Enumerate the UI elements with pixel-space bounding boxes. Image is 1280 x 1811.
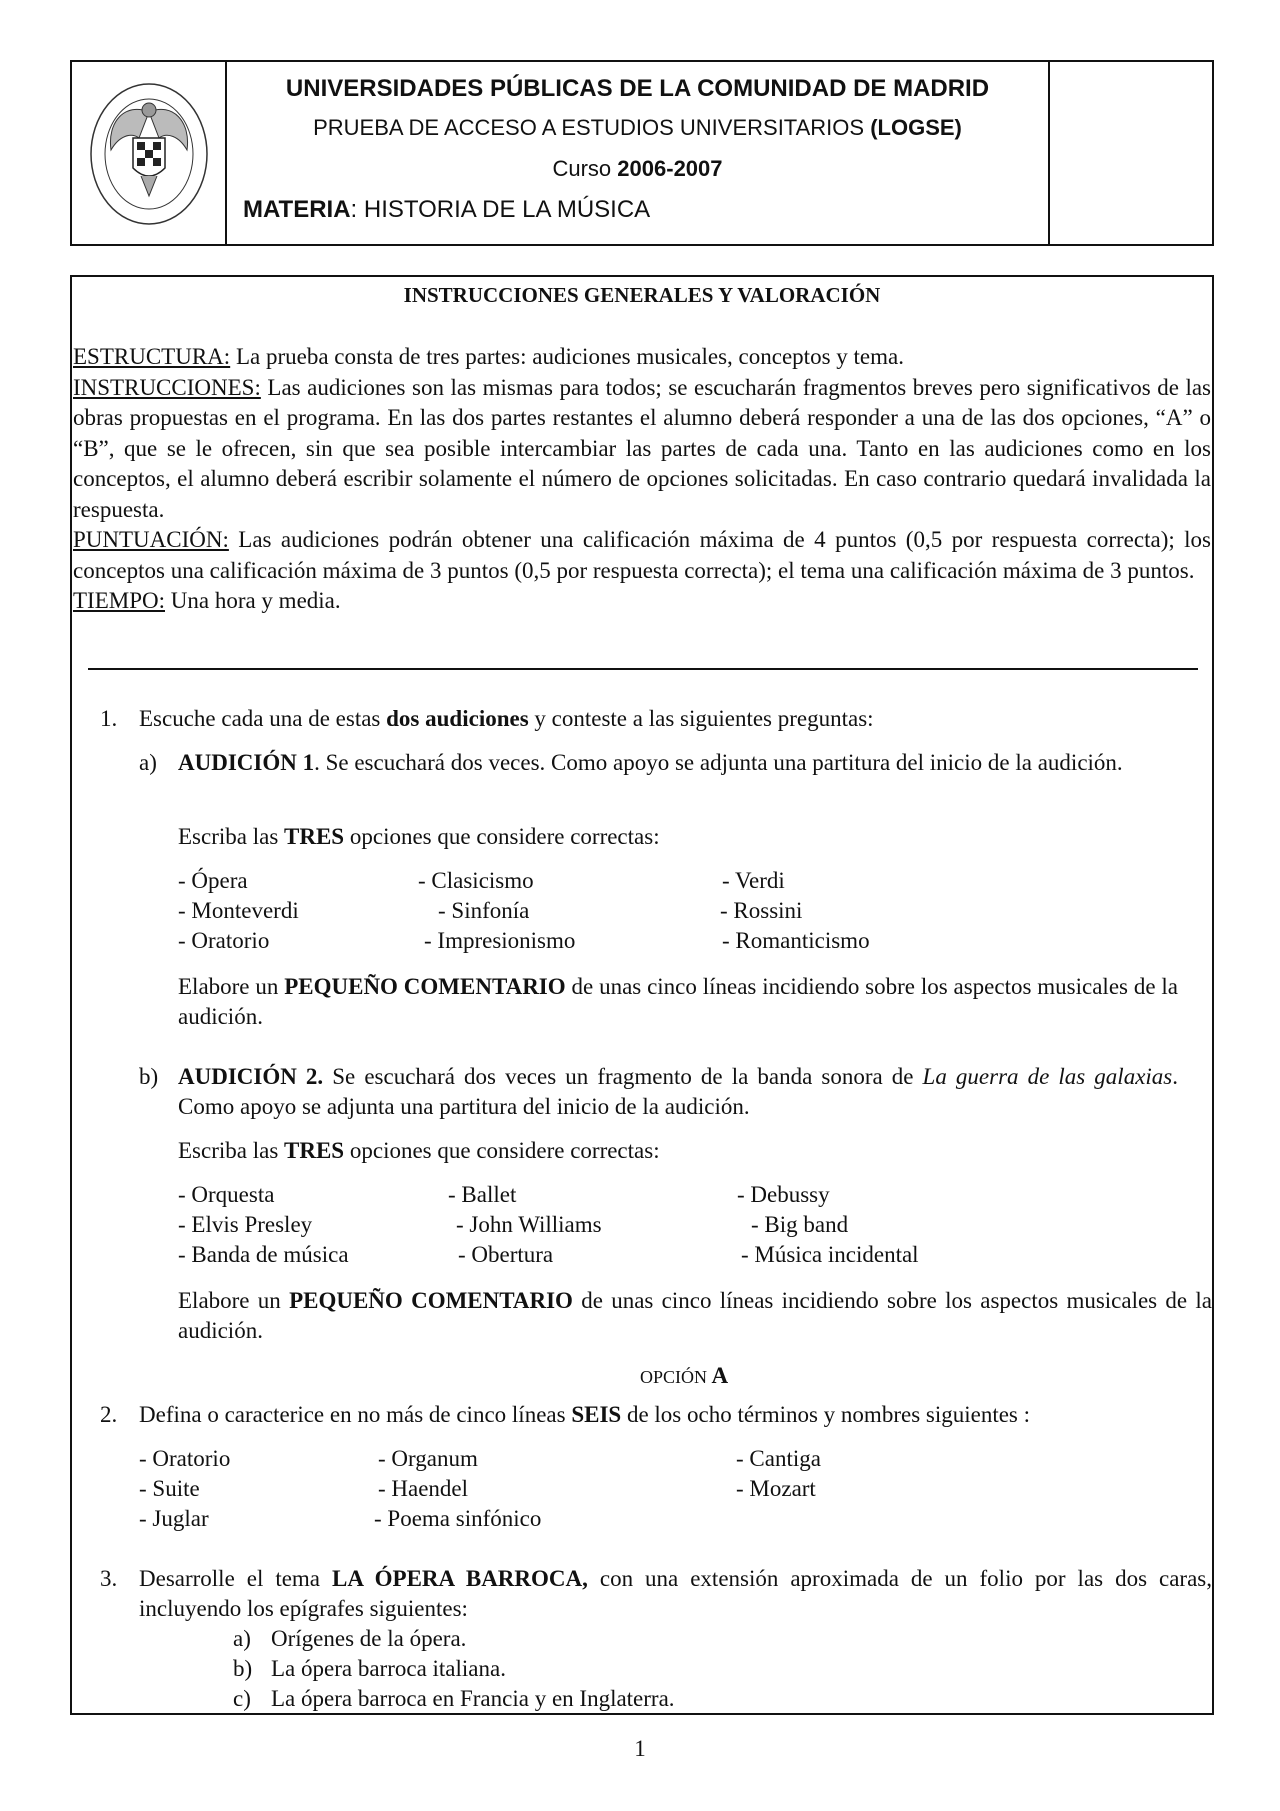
q3-item-text: La ópera barroca en Francia y en Inglaterra.: [271, 1686, 675, 1711]
q1b-comment: [178, 1286, 1212, 1346]
q1b-option: - Obertura: [458, 1242, 554, 1267]
q1b-desc2: . Como apoyo se adjunta una partitura del inicio de la audición.: [178, 1064, 1178, 1119]
q1b-comment-post: de unas cinco líneas incidiendo sobre los aspectos musicales de la audición.: [178, 1288, 1213, 1343]
course: [227, 156, 1048, 182]
exam-subtitle-text: PRUEBA DE ACCESO A ESTUDIOS UNIVERSITARIOS: [313, 115, 865, 140]
q1a-title: AUDICIÓN 1: [178, 750, 315, 775]
tiempo-text: Una hora y media.: [165, 588, 341, 613]
q2-term: - Juglar: [139, 1506, 209, 1531]
q2-prompt-pre: Defina o caracterice en no más de cinco líneas: [139, 1402, 572, 1427]
instrucciones-text: Las audiciones son las mismas para todos; se escucharán fragmentos breves pero significativos de las obras propuestas en el programa. En las dos partes restantes el alumno deberá responder a una de las dos opciones, “A” o “B”, que se le ofrecen, sin que sea posible intercambiar las partes de cada una. Tanto en las audiciones como en los conceptos, el alumno deberá escribir solamente el número de opciones solicitadas. En caso contrario quedará invalidada la respuesta.: [73, 374, 1211, 522]
q1b-text: [178, 1062, 1178, 1122]
q1a-choose-pre: Escriba las: [178, 824, 285, 849]
puntuacion-label: PUNTUACIÓN:: [73, 527, 229, 552]
q1b-letter: b): [139, 1064, 159, 1089]
q1a-text: [178, 748, 1178, 778]
q1a-option: - Verdi: [722, 868, 785, 893]
q1b-choose-post: opciones que considere correctas:: [344, 1138, 660, 1163]
q1a-choose-post: opciones que considere correctas:: [344, 824, 660, 849]
instructions-body: [73, 342, 1211, 617]
q1b-option: - Orquesta: [178, 1182, 275, 1207]
q2-number: 2.: [100, 1402, 118, 1427]
q1b-option: - John Williams: [456, 1212, 602, 1237]
q1a-option: - Impresionismo: [424, 928, 576, 953]
exam-subtitle: [227, 115, 1048, 141]
q1a-comment: [178, 972, 1178, 1032]
q1b-col1: [178, 1180, 349, 1270]
course-label: Curso: [552, 156, 612, 181]
q1b-comment-pre: Elabore un: [178, 1288, 290, 1313]
q2-prompt-bold: SEIS: [571, 1402, 622, 1427]
university-seal: [85, 72, 213, 232]
instrucciones-paragraph: [73, 373, 1211, 526]
tiempo-paragraph: [73, 586, 1211, 617]
puntuacion-paragraph: [73, 525, 1211, 586]
q1a-option: - Sinfonía: [438, 898, 530, 923]
q1a-choose-bold: TRES: [284, 824, 345, 849]
q1b-choose: [178, 1136, 660, 1166]
option-label: OPCIÓN: [640, 1367, 708, 1387]
puntuacion-text: Las audiciones podrán obtener una calificación máxima de 4 puntos (0,5 por respuesta correcta); los conceptos una calificación máxima de 3 puntos (0,5 por respuesta correcta); el tema una calificación máxima de 3 puntos.: [73, 527, 1211, 583]
q1b-desc: Se escuchará dos veces un fragmento de la banda sonora de: [323, 1064, 923, 1089]
q3-prompt-post: con una extensión aproximada de un folio por las dos caras, incluyendo los epígrafes siguientes:: [139, 1566, 1212, 1621]
subject-label: MATERIA: [243, 196, 351, 223]
q1a-col1: [178, 866, 299, 956]
q1a-comment-bold: PEQUEÑO COMENTARIO: [284, 974, 566, 999]
page-number: 1: [634, 1736, 646, 1761]
q2-prompt: [139, 1400, 1030, 1430]
course-year: 2006-2007: [617, 156, 723, 181]
q2-term: - Cantiga: [736, 1446, 821, 1471]
q3-item-text: Orígenes de la ópera.: [271, 1626, 467, 1651]
subject-value: : HISTORIA DE LA MÚSICA: [350, 196, 651, 223]
q1b-option: - Música incidental: [741, 1242, 919, 1267]
option-letter: A: [711, 1363, 729, 1388]
q3-item: [233, 1684, 675, 1714]
q1a-comment-post: de unas cinco líneas incidiendo sobre los aspectos musicales de la audición.: [178, 974, 1178, 1029]
instructions-title: INSTRUCCIONES GENERALES Y VALORACIÓN: [403, 283, 881, 307]
option-a-heading: [640, 1363, 728, 1389]
q1b-film-title: La guerra de las galaxias: [922, 1064, 1173, 1089]
q1a-letter: a): [139, 750, 157, 775]
q2-term: - Oratorio: [139, 1446, 231, 1471]
q1b-title: AUDICIÓN 2.: [178, 1064, 324, 1089]
tiempo-label: TIEMPO:: [73, 588, 165, 613]
q1b-option: - Big band: [751, 1212, 849, 1237]
q3-prompt: [139, 1564, 1212, 1624]
q1a-col3: [722, 866, 870, 956]
q1a-option: - Monteverdi: [178, 898, 299, 923]
q1a-option: - Clasicismo: [418, 868, 534, 893]
q2-col3: [736, 1444, 821, 1504]
q1-prompt-pre: Escuche cada una de estas: [139, 706, 387, 731]
q2-term: - Mozart: [736, 1476, 816, 1501]
q3-item: [233, 1654, 675, 1684]
q3-item-text: La ópera barroca italiana.: [271, 1656, 506, 1681]
q1a-comment-pre: Elabore un: [178, 974, 285, 999]
header-divider-right: [1048, 60, 1050, 246]
q1b-option: - Ballet: [448, 1182, 517, 1207]
q3-item: [233, 1624, 675, 1654]
q1-prompt-bold: dos audiciones: [386, 706, 529, 731]
q1-prompt: [139, 704, 874, 734]
q1a-col2: [418, 866, 575, 956]
q1b-option: - Elvis Presley: [178, 1212, 313, 1237]
q3-item-letter: a): [233, 1626, 251, 1651]
estructura-paragraph: [73, 342, 1211, 373]
q1a-desc: . Se escuchará dos veces. Como apoyo se adjunta una partitura del inicio de la audición.: [314, 750, 1123, 775]
q1-number: 1.: [100, 706, 118, 731]
q3-item-letter: b): [233, 1656, 253, 1681]
q2-term: - Suite: [139, 1476, 200, 1501]
q3-prompt-pre: Desarrolle el tema: [139, 1566, 332, 1591]
university-title: UNIVERSIDADES PÚBLICAS DE LA COMUNIDAD DE MADRID: [285, 75, 990, 102]
q3-item-letter: c): [233, 1686, 251, 1711]
q1a-choose: [178, 822, 660, 852]
q2-term: - Poema sinfónico: [374, 1506, 542, 1531]
subject: [243, 196, 650, 224]
q2-term: - Haendel: [378, 1476, 469, 1501]
exam-subtitle-bold: (LOGSE): [870, 115, 962, 140]
section-separator: [88, 668, 1198, 670]
q3-prompt-bold: LA ÓPERA BARROCA,: [332, 1566, 588, 1591]
q1b-col3: [737, 1180, 919, 1270]
q3-number: 3.: [100, 1566, 118, 1591]
q1a-option: - Oratorio: [178, 928, 270, 953]
q1a-option: - Ópera: [178, 868, 248, 893]
instrucciones-label: INSTRUCCIONES:: [73, 374, 261, 400]
q2-col1: [139, 1444, 230, 1534]
q2-prompt-post: de los ocho términos y nombres siguientes :: [621, 1402, 1031, 1427]
q2-col2: [374, 1444, 542, 1534]
q1a-option: - Rossini: [720, 898, 803, 923]
estructura-label: ESTRUCTURA:: [73, 344, 231, 369]
q1b-option: - Banda de música: [178, 1242, 349, 1267]
q1b-choose-bold: TRES: [284, 1138, 345, 1163]
header-text: [227, 60, 1048, 246]
q2-term: - Organum: [378, 1446, 478, 1471]
q3-items: [233, 1624, 675, 1714]
q1a-option: - Romanticismo: [722, 928, 870, 953]
q1b-option: - Debussy: [737, 1182, 830, 1207]
estructura-text: La prueba consta de tres partes: audiciones musicales, conceptos y tema.: [230, 344, 904, 369]
q1b-choose-pre: Escriba las: [178, 1138, 285, 1163]
q1-prompt-post: y conteste a las siguientes preguntas:: [528, 706, 874, 731]
q1b-comment-bold: PEQUEÑO COMENTARIO: [289, 1288, 573, 1313]
q1b-col2: [448, 1180, 602, 1270]
